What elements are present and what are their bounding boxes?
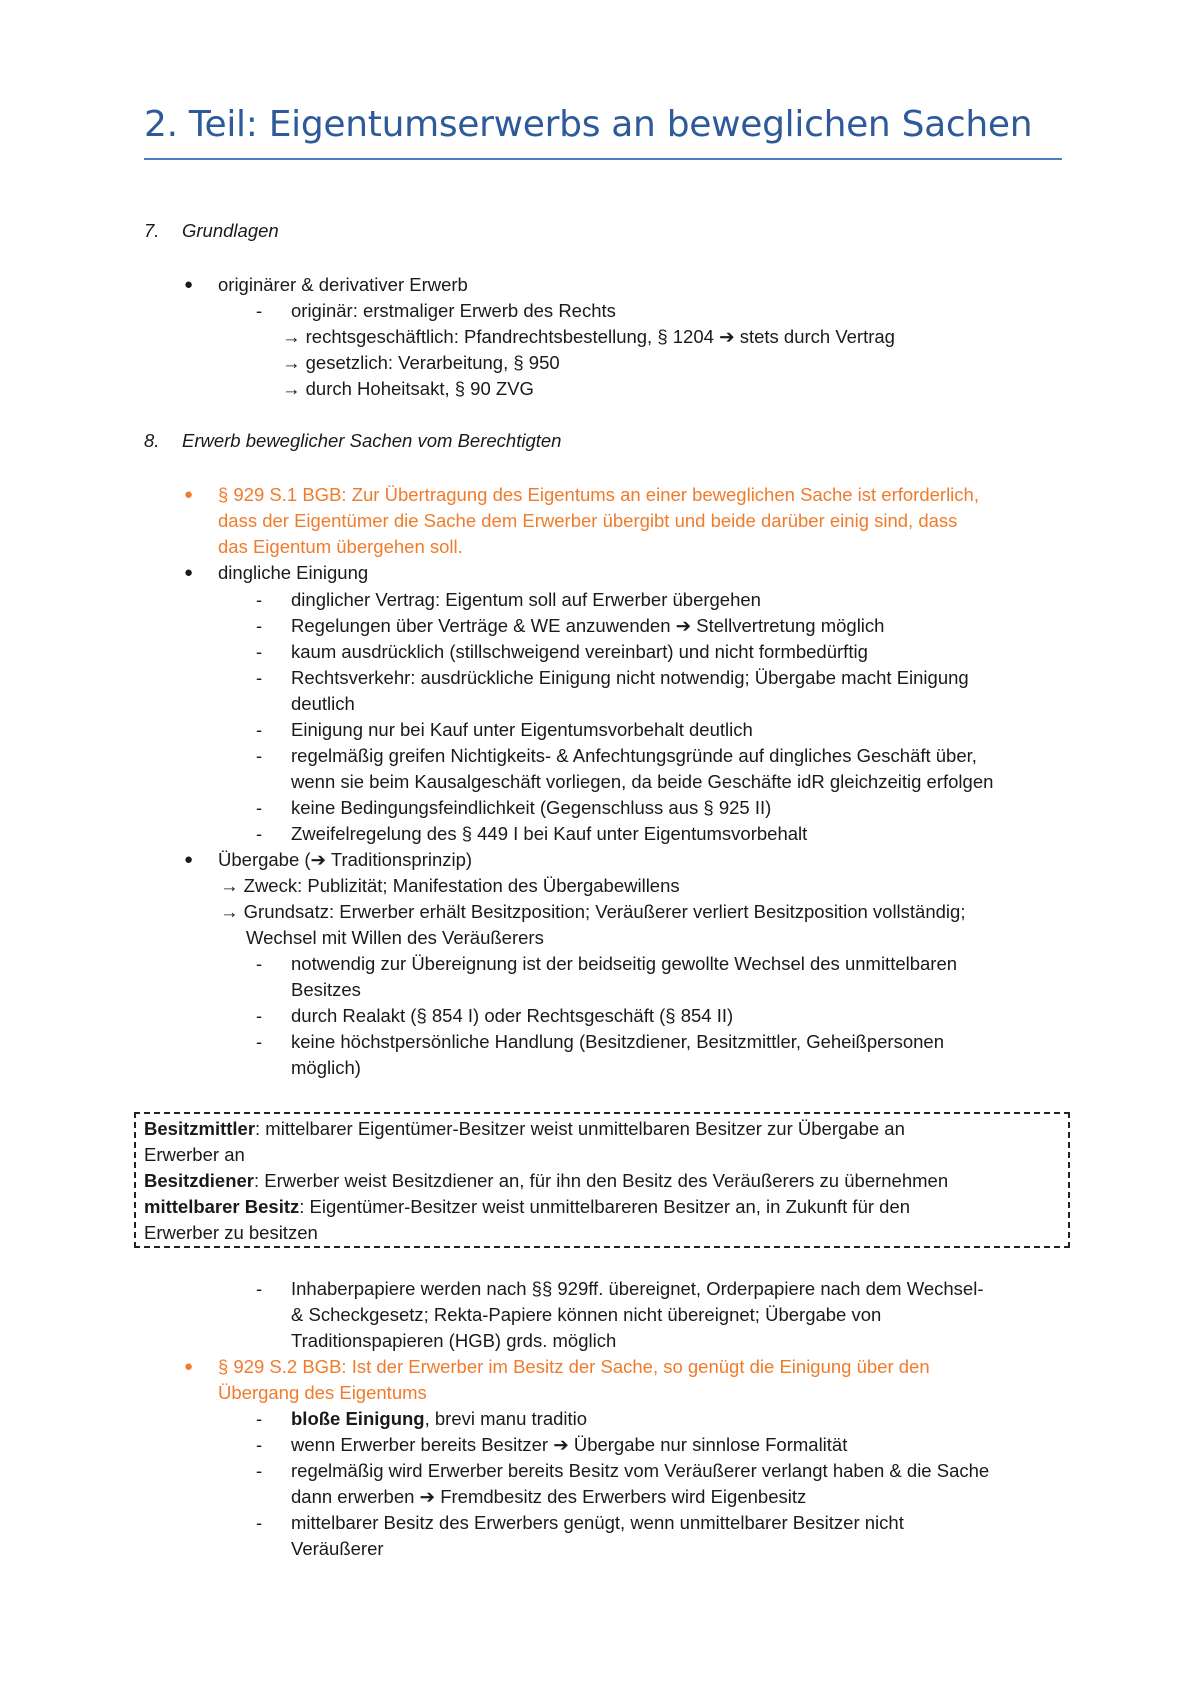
definition-besitzmittler	[144, 1116, 905, 1142]
definition-text: : mittelbarer Eigentümer-Besitzer weist unmittelbaren Besitzer zur Übergabe an	[255, 1118, 905, 1139]
dash-icon: -	[256, 1512, 263, 1533]
statute-929-s1: § 929 S.1 BGB: Zur Übertragung des Eigentums an einer beweglichen Sache ist erforderlich,	[218, 484, 979, 505]
list-item: Einigung nur bei Kauf unter Eigentumsvorbehalt deutlich	[291, 719, 753, 740]
dash-icon: -	[256, 1408, 263, 1429]
section-7-heading: Grundlagen	[182, 220, 279, 241]
bullet-icon: ●	[184, 276, 194, 293]
list-item: → Zweck: Publizität; Manifestation des Übergabewillens	[220, 875, 680, 896]
list-item: → Grundsatz: Erwerber erhält Besitzposition; Veräußerer verliert Besitzposition vollständig;	[220, 901, 966, 922]
list-item: Inhaberpapiere werden nach §§ 929ff. übereignet, Orderpapiere nach dem Wechsel-	[291, 1278, 984, 1299]
bullet-icon: ●	[184, 1358, 194, 1375]
bold-term: bloße Einigung	[291, 1408, 425, 1429]
list-item: Übergabe (➔ Traditionsprinzip)	[218, 849, 473, 870]
list-item	[291, 1406, 587, 1432]
dash-icon: -	[256, 589, 263, 610]
dash-icon: -	[256, 1434, 263, 1455]
dash-icon: -	[256, 745, 263, 766]
list-item: keine höchstpersönliche Handlung (Besitzdiener, Besitzmittler, Geheißpersonen	[291, 1031, 945, 1052]
list-item: Traditionspapieren (HGB) grds. möglich	[291, 1330, 617, 1351]
list-item: Besitzes	[291, 979, 361, 1000]
term: mittelbarer Besitz	[144, 1196, 300, 1217]
dash-icon: -	[256, 641, 263, 662]
page-title: 2. Teil: Eigentumserwerbs an beweglichen Sachen	[144, 104, 1033, 145]
statute-929-s2: § 929 S.2 BGB: Ist der Erwerber im Besitz der Sache, so genügt die Einigung über den	[218, 1356, 930, 1377]
definition-text: Erwerber an	[144, 1144, 245, 1165]
list-item: kaum ausdrücklich (stillschweigend vereinbart) und nicht formbedürftig	[291, 641, 868, 662]
list-item: wenn sie beim Kausalgeschäft vorliegen, da beide Geschäfte idR gleichzeitig erfolgen	[291, 771, 994, 792]
dash-icon: -	[256, 797, 263, 818]
list-item: dinglicher Vertrag: Eigentum soll auf Erwerber übergehen	[291, 589, 761, 610]
dash-icon: -	[256, 823, 263, 844]
list-item: Zweifelregelung des § 449 I bei Kauf unter Eigentumsvorbehalt	[291, 823, 808, 844]
definition-text: Erwerber zu besitzen	[144, 1222, 318, 1243]
term: Besitzmittler	[144, 1118, 256, 1139]
list-item: Rechtsverkehr: ausdrückliche Einigung nicht notwendig; Übergabe macht Einigung	[291, 667, 969, 688]
dash-icon: -	[256, 667, 263, 688]
bullet-icon: ●	[184, 486, 194, 503]
list-item: Regelungen über Verträge & WE anzuwenden ➔ Stellvertretung möglich	[291, 615, 885, 636]
term: Besitzdiener	[144, 1170, 255, 1191]
list-item-text: , brevi manu traditio	[424, 1408, 588, 1429]
statute-929-s2: Übergang des Eigentums	[218, 1382, 427, 1403]
section-8-number: 8.	[144, 430, 160, 451]
dash-icon: -	[256, 953, 263, 974]
list-item: originärer & derivativer Erwerb	[218, 274, 468, 295]
list-item: → gesetzlich: Verarbeitung, § 950	[282, 352, 560, 373]
list-item: deutlich	[291, 693, 355, 714]
list-item: wenn Erwerber bereits Besitzer ➔ Übergabe nur sinnlose Formalität	[291, 1434, 848, 1455]
list-item: regelmäßig greifen Nichtigkeits- & Anfechtungsgründe auf dingliches Geschäft über,	[291, 745, 977, 766]
section-8-heading: Erwerb beweglicher Sachen vom Berechtigten	[182, 430, 562, 451]
list-item: Wechsel mit Willen des Veräußerers	[246, 927, 544, 948]
definition-mittelbarer-besitz	[144, 1194, 910, 1220]
list-item: durch Realakt (§ 854 I) oder Rechtsgeschäft (§ 854 II)	[291, 1005, 734, 1026]
list-item: Veräußerer	[291, 1538, 384, 1559]
list-item: möglich)	[291, 1057, 361, 1078]
list-item: & Scheckgesetz; Rekta-Papiere können nicht übereignet; Übergabe von	[291, 1304, 882, 1325]
list-item: regelmäßig wird Erwerber bereits Besitz vom Veräußerer verlangt haben & die Sache	[291, 1460, 990, 1481]
list-item: dann erwerben ➔ Fremdbesitz des Erwerbers wird Eigenbesitz	[291, 1486, 807, 1507]
definition-text: : Eigentümer-Besitzer weist unmittelbareren Besitzer an, in Zukunft für den	[299, 1196, 911, 1217]
list-item: dingliche Einigung	[218, 562, 369, 583]
list-item: → durch Hoheitsakt, § 90 ZVG	[282, 378, 534, 399]
title-underline	[144, 158, 1062, 160]
dash-icon: -	[256, 300, 263, 321]
dash-icon: -	[256, 615, 263, 636]
statute-929-s1: das Eigentum übergehen soll.	[218, 536, 463, 557]
dash-icon: -	[256, 1031, 263, 1052]
statute-929-s1: dass der Eigentümer die Sache dem Erwerber übergibt und beide darüber einig sind, dass	[218, 510, 958, 531]
list-item: mittelbarer Besitz des Erwerbers genügt, wenn unmittelbarer Besitzer nicht	[291, 1512, 904, 1533]
list-item: → rechtsgeschäftlich: Pfandrechtsbestellung, § 1204 ➔ stets durch Vertrag	[282, 326, 895, 347]
list-item: notwendig zur Übereignung ist der beidseitig gewollte Wechsel des unmittelbaren	[291, 953, 958, 974]
list-item: originär: erstmaliger Erwerb des Rechts	[291, 300, 616, 321]
bullet-icon: ●	[184, 851, 194, 868]
dash-icon: -	[256, 1278, 263, 1299]
bullet-icon: ●	[184, 564, 194, 581]
section-7-number: 7.	[144, 220, 160, 241]
definition-text: : Erwerber weist Besitzdiener an, für ihn den Besitz des Veräußerers zu übernehmen	[254, 1170, 949, 1191]
list-item: keine Bedingungsfeindlichkeit (Gegenschluss aus § 925 II)	[291, 797, 772, 818]
definition-besitzdiener	[144, 1168, 948, 1194]
dash-icon: -	[256, 1005, 263, 1026]
dash-icon: -	[256, 1460, 263, 1481]
dash-icon: -	[256, 719, 263, 740]
